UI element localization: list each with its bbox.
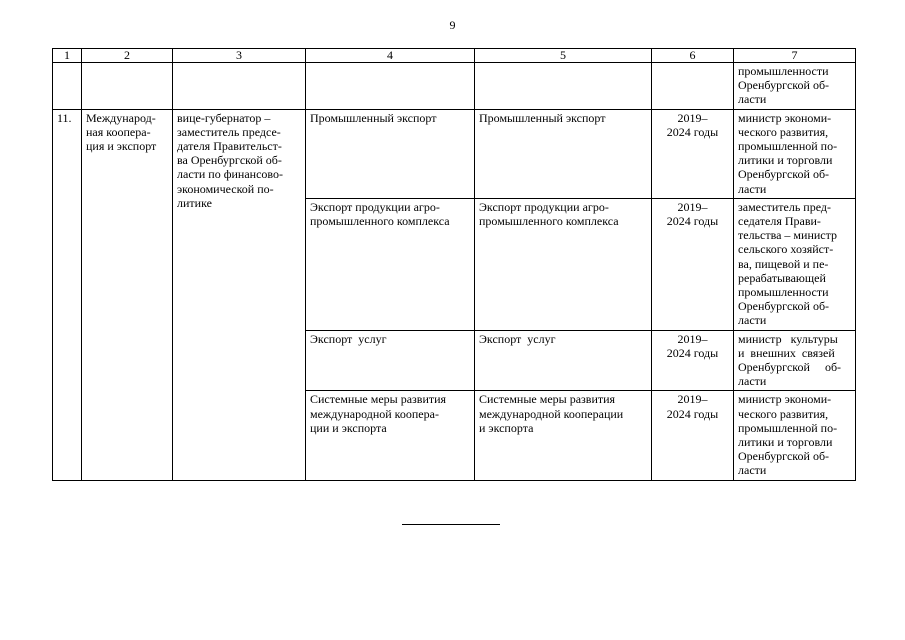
- responsible-cell: [734, 391, 856, 480]
- column-number: 1: [53, 49, 82, 63]
- text-line: ласти: [738, 463, 767, 478]
- project-cell: [475, 109, 652, 198]
- text-line: ная коопера-: [86, 124, 151, 139]
- text-line: сельского хозяйст-: [738, 242, 834, 257]
- text-line: министр экономи-: [738, 110, 832, 125]
- empty-cell: [82, 63, 173, 110]
- years-cell: [652, 330, 734, 391]
- curator-cell: [173, 109, 306, 480]
- empty-cell: [306, 63, 475, 110]
- empty-cell: [475, 63, 652, 110]
- text-line: ласти по финансово-: [177, 167, 284, 182]
- text-line: Оренбургской об-: [738, 299, 830, 314]
- column-number: 6: [652, 49, 734, 63]
- text-line: промышленности: [738, 285, 829, 300]
- continuation-row: [53, 63, 856, 110]
- text-line: промышленной по-: [738, 420, 838, 435]
- text-line: и внешних связей: [738, 345, 835, 360]
- text-line: Экспорт услуг: [310, 331, 387, 346]
- responsible-cell: [734, 330, 856, 391]
- text-line: ческого развития,: [738, 406, 829, 421]
- text-line: международной коопера-: [310, 406, 439, 421]
- text-line: Экспорт продукции агро-: [479, 199, 609, 214]
- text-line: Системные меры развития: [310, 392, 447, 407]
- empty-cell: [53, 63, 82, 110]
- text-line: промышленности: [738, 64, 829, 78]
- text-line: ласти: [738, 313, 767, 328]
- direction-cell: [82, 109, 173, 480]
- text-line: Экспорт продукции агро-: [310, 199, 440, 214]
- text-line: Международ-: [86, 110, 156, 125]
- text-line: седателя Прави-: [738, 214, 821, 229]
- column-number: 3: [173, 49, 306, 63]
- text-line: 2024 годы: [666, 124, 719, 139]
- text-line: заместитель пред-: [738, 199, 831, 214]
- text-line: ция и экспорт: [86, 139, 157, 154]
- row-number: 11.: [53, 109, 82, 480]
- text-line: промышленной по-: [738, 139, 838, 154]
- text-line: 2019–: [677, 110, 708, 125]
- text-line: литики и торговли: [738, 153, 833, 168]
- text-line: Промышленный экспорт: [310, 110, 437, 125]
- text-line: заместитель предсе-: [177, 124, 281, 139]
- text-line: ции и экспорта: [310, 420, 387, 435]
- text-line: промышленного комплекса: [479, 214, 619, 229]
- project-cell: [475, 198, 652, 330]
- text-line: литики и торговли: [738, 435, 833, 450]
- text-line: рерабатывающей: [738, 270, 826, 285]
- text-line: министр экономи-: [738, 392, 832, 407]
- project-cell: [475, 391, 652, 480]
- responsible-cell: [734, 109, 856, 198]
- table-row: [53, 109, 856, 198]
- years-cell: [652, 391, 734, 480]
- text-line: 2024 годы: [666, 214, 719, 229]
- text-line: экономической по-: [177, 181, 274, 196]
- project-cell: [475, 330, 652, 391]
- text-line: ласти: [738, 92, 767, 107]
- text-line: Экспорт услуг: [479, 331, 556, 346]
- text-line: международной кооперации: [479, 406, 624, 421]
- text-line: 2019–: [677, 331, 708, 346]
- text-line: ласти: [738, 181, 767, 196]
- text-line: Оренбургской об-: [738, 449, 830, 464]
- text-line: 2024 годы: [666, 345, 719, 360]
- text-line: ва Оренбургской об-: [177, 153, 282, 168]
- empty-cell: [173, 63, 306, 110]
- text-line: ласти: [738, 374, 767, 389]
- text-line: 2019–: [677, 392, 708, 407]
- project-cell: [306, 330, 475, 391]
- text-line: дателя Правительст-: [177, 139, 282, 154]
- text-line: литике: [177, 195, 212, 210]
- text-line: Системные меры развития: [479, 392, 616, 407]
- column-number: 7: [734, 49, 856, 63]
- empty-cell: [652, 63, 734, 110]
- years-cell: [652, 198, 734, 330]
- text-line: Оренбургской об-: [738, 360, 842, 375]
- text-line: министр культуры: [738, 331, 838, 346]
- text-line: Промышленный экспорт: [479, 110, 606, 125]
- project-cell: [306, 198, 475, 330]
- column-number: 2: [82, 49, 173, 63]
- responsible-cell: [734, 63, 856, 110]
- text-line: 2019–: [677, 199, 708, 214]
- text-line: ва, пищевой и пе-: [738, 256, 829, 271]
- project-cell: [306, 391, 475, 480]
- text-line: Оренбургской об-: [738, 78, 830, 93]
- column-number: 5: [475, 49, 652, 63]
- text-line: ческого развития,: [738, 124, 829, 139]
- text-line: промышленного комплекса: [310, 214, 450, 229]
- page-number: 9: [449, 18, 456, 32]
- text-line: тельства – министр: [738, 228, 838, 243]
- document-table: [52, 48, 856, 481]
- footer-rule: [402, 524, 500, 525]
- column-number: 4: [306, 49, 475, 63]
- responsible-cell: [734, 198, 856, 330]
- project-cell: [306, 109, 475, 198]
- column-number-row: [53, 49, 856, 63]
- text-line: Оренбургской об-: [738, 167, 830, 182]
- text-line: 2024 годы: [666, 406, 719, 421]
- text-line: вице-губернатор –: [177, 110, 271, 125]
- years-cell: [652, 109, 734, 198]
- text-line: и экспорта: [479, 420, 534, 435]
